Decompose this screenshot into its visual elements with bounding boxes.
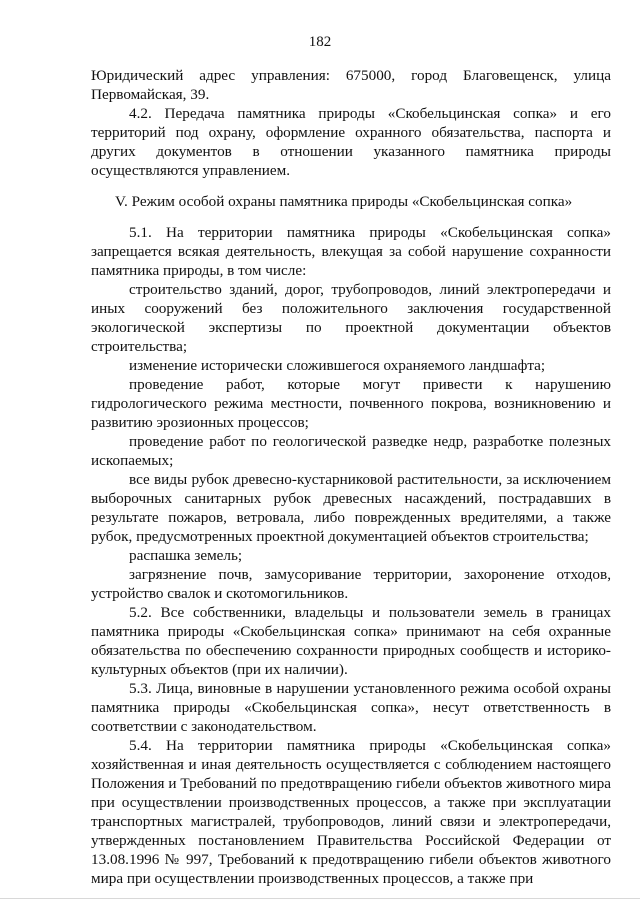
list-item-ploughing: распашка земель; — [129, 547, 243, 564]
paragraph-legal-address: Юридический адрес управления: 675000, город Благовещенск, улица Первомайская, 39. — [91, 67, 611, 103]
list-item-construction: строительство зданий, дорог, трубопроводов, линий электропередачи и иных сооружений без положительного заключения государственной экологической экспертизы по проектной документации объектов строительства; — [91, 281, 611, 355]
list-item-pollution: загрязнение почв, замусоривание территории, захоронение отходов, устройство свалок и скотомогильников. — [91, 566, 611, 602]
paragraph-5-1: 5.1. На территории памятника природы «Скобельцинская сопка» запрещается всякая деятельность, влекущая за собой нарушение сохранности памятника природы, в том числе: — [91, 224, 611, 279]
page-bottom-edge — [0, 898, 640, 899]
list-item-hydrology: проведение работ, которые могут привести к нарушению гидрологического режима местности, почвенного покрова, возникновению и развитию эрозионных процессов; — [91, 376, 611, 431]
list-item-landscape: изменение исторически сложившегося охраняемого ландшафта; — [129, 357, 546, 374]
document-body — [91, 66, 611, 888]
list-item-logging: все виды рубок древесно-кустарниковой растительности, за исключением выборочных санитарных рубок древесных насаждений, пострадавших в результате пожаров, ветровала, либо поврежденных вредителями, а также рубок, предусмотренных проектной документацией объектов строительства; — [91, 471, 611, 545]
list-item-geology: проведение работ по геологической разведке недр, разработке полезных ископаемых; — [91, 433, 611, 469]
paragraph-5-2: 5.2. Все собственники, владельцы и пользователи земель в границах памятника природы «Скобельцинская сопка» принимают на себя охранные обязательства по обеспечению сохранности природных сообществ и историко-культурных объектов (при их наличии). — [91, 604, 611, 678]
section-heading: V. Режим особой охраны памятника природы «Скобельцинская сопка» — [115, 193, 573, 210]
paragraph-4-2: 4.2. Передача памятника природы «Скобельцинская сопка» и его территорий под охрану, оформление охранного обязательства, паспорта и других документов в отношении указанного памятника природы осуществляются управлением. — [91, 105, 611, 179]
page-number: 182 — [308, 34, 332, 50]
paragraph-5-3: 5.3. Лица, виновные в нарушении установленного режима особой охраны памятника природы «Скобельцинская сопка», несут ответственность в соответствии с законодательством. — [91, 680, 611, 735]
paragraph-5-4: 5.4. На территории памятника природы «Скобельцинская сопка» хозяйственная и иная деятельность осуществляется с соблюдением настоящего Положения и Требований по предотвращению гибели объектов животного мира при осуществлении производственных процессов, а также при эксплуатации транспортных магистралей, трубопроводов, линий связи и электропередачи, утвержденных постановлением Правительства Российской Федерации от 13.08.1996 № 997, Требований к предотвращению гибели объектов животного мира при осуществлении производственных процессов, а также при — [91, 737, 611, 887]
